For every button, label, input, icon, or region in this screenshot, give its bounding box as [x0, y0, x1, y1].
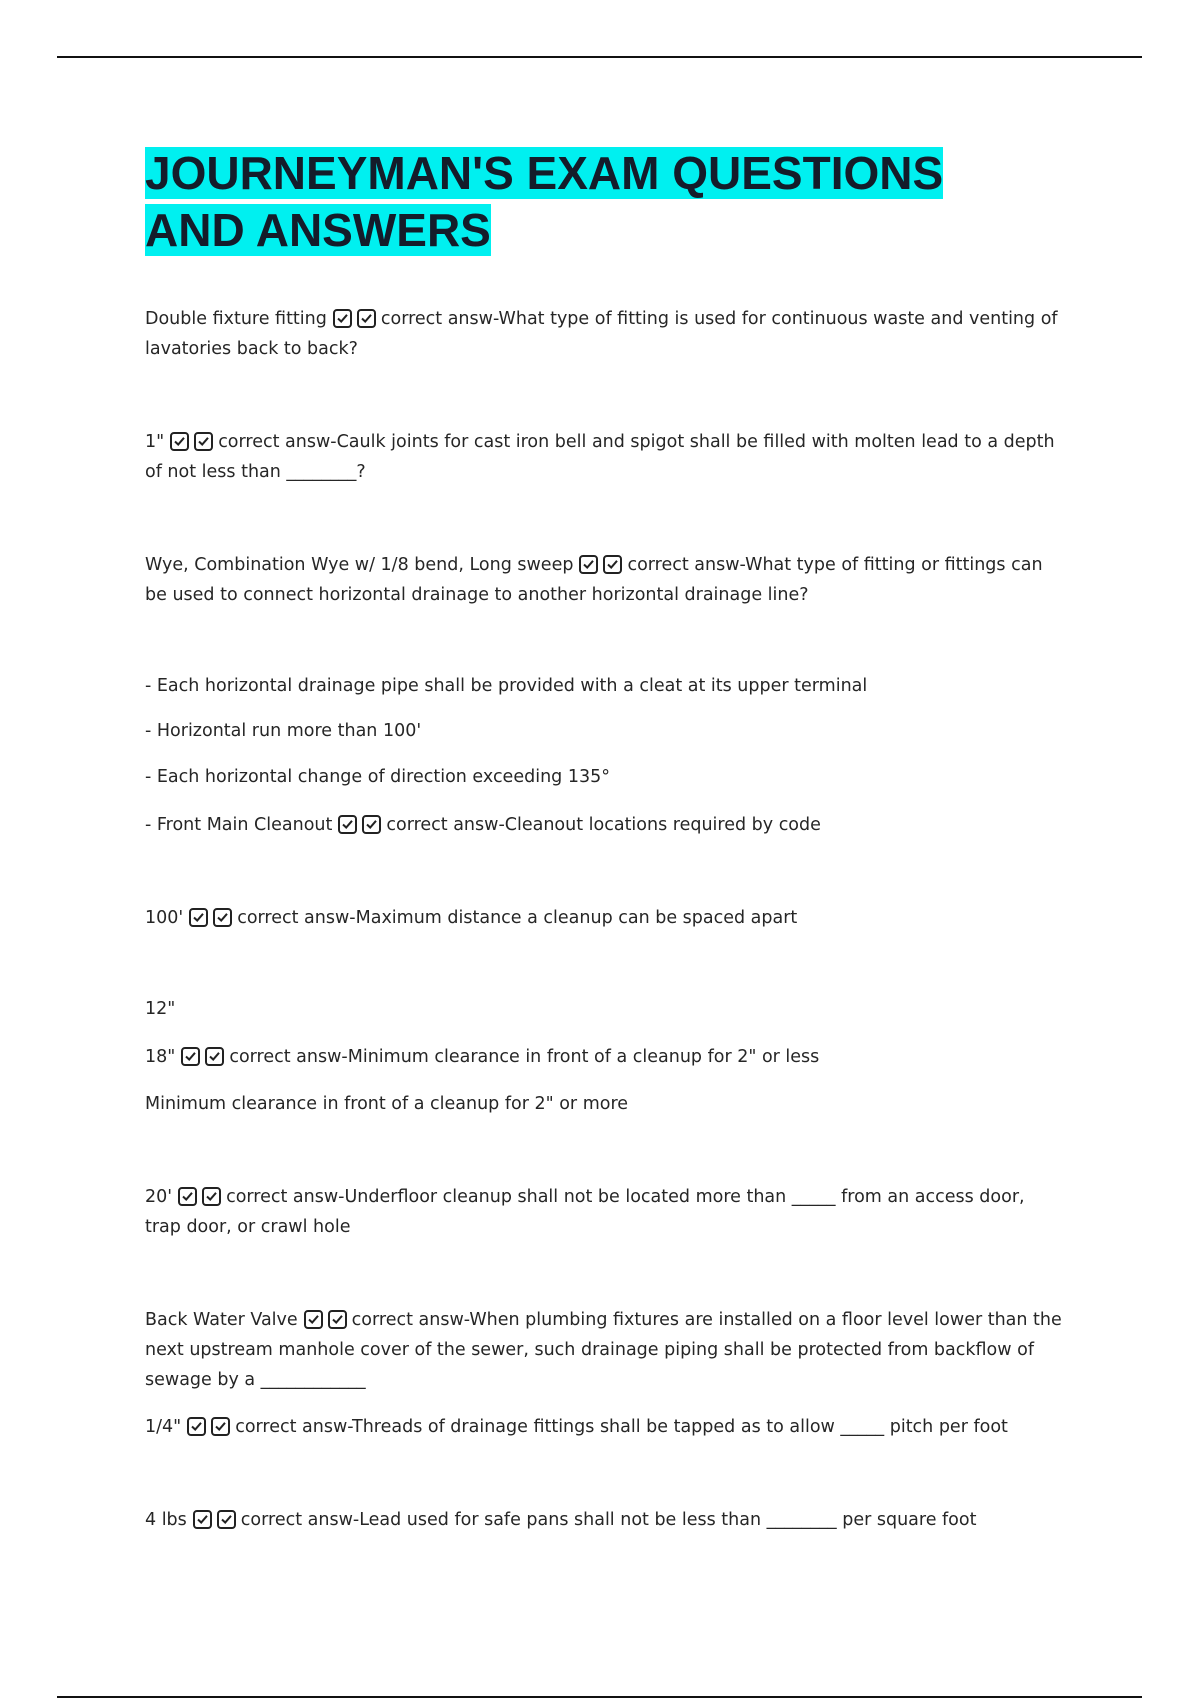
cleanout-line: - Each horizontal drainage pipe shall be provided with a cleat at its upper terminal	[145, 676, 868, 696]
cleanout-line: - Each horizontal change of direction exceeding 135°	[145, 767, 610, 787]
checkbox-icon	[357, 309, 376, 328]
question-text: correct answ-Cleanout locations required by code	[386, 815, 821, 835]
checkbox-icon	[187, 1417, 206, 1436]
qa-entry	[145, 427, 1065, 487]
answer-text: 1/4"	[145, 1417, 182, 1437]
qa-entry	[145, 1182, 1065, 1242]
checkbox-icon	[338, 815, 357, 834]
checkbox-icon	[194, 432, 213, 451]
checkbox-icon	[205, 1047, 224, 1066]
question-text: correct answ-Threads of drainage fittings shall be tapped as to allow _____ pitch per foot	[235, 1417, 1008, 1437]
answer-text: Wye, Combination Wye w/ 1/8 bend, Long sweep	[145, 555, 574, 575]
clearance-line: Minimum clearance in front of a cleanup for 2" or more	[145, 1094, 629, 1114]
checkbox-icon	[579, 555, 598, 574]
checkbox-icon	[189, 908, 208, 927]
question-text: correct answ-What type of fitting or fittings can be used to connect horizontal drainage to another horizontal drainage line?	[145, 555, 1043, 605]
cleanout-line: - Horizontal run more than 100'	[145, 721, 422, 741]
qa-entry	[145, 304, 1065, 364]
clearance-line: 12"	[145, 999, 176, 1019]
checkbox-icon	[202, 1187, 221, 1206]
answer-text: Back Water Valve	[145, 1310, 298, 1330]
question-text: correct answ-Minimum clearance in front of a cleanup for 2" or less	[229, 1047, 820, 1067]
question-text: correct answ-What type of fitting is used for continuous waste and venting of lavatories back to back?	[145, 309, 1058, 359]
question-text: correct answ-Caulk joints for cast iron bell and spigot shall be filled with molten lead to a depth of not less than ________?	[145, 432, 1055, 482]
bottom-rule	[57, 1696, 1142, 1698]
question-text: correct answ-Lead used for safe pans shall not be less than ________ per square foot	[240, 1510, 977, 1530]
top-rule	[57, 56, 1142, 58]
answer-text: 100'	[145, 908, 184, 928]
question-text: correct answ-When plumbing fixtures are installed on a floor level lower than the next upstream manhole cover of the sewer, such drainage piping shall be protected from backflow of sewage by a ____________	[145, 1310, 1062, 1390]
qa-entry	[145, 903, 1065, 933]
qa-entry	[145, 1305, 1065, 1395]
checkbox-icon	[170, 432, 189, 451]
answer-text: Double fixture fitting	[145, 309, 327, 329]
qa-entry	[145, 1412, 1065, 1442]
answer-text: 18"	[145, 1047, 176, 1067]
question-text: correct answ-Maximum distance a cleanup can be spaced apart	[237, 908, 798, 928]
checkbox-icon	[333, 309, 352, 328]
title-line-1: JOURNEYMAN'S EXAM QUESTIONS	[145, 147, 944, 199]
answer-text: - Front Main Cleanout	[145, 815, 333, 835]
page-title	[145, 145, 1145, 259]
question-text: correct answ-Underfloor cleanup shall not be located more than _____ from an access door, trap door, or crawl hole	[145, 1187, 1025, 1237]
qa-entry	[145, 550, 1065, 610]
title-line-2: AND ANSWERS	[145, 204, 491, 256]
checkbox-icon	[213, 908, 232, 927]
checkbox-icon	[178, 1187, 197, 1206]
checkbox-icon	[181, 1047, 200, 1066]
qa-entry	[145, 1042, 1065, 1072]
checkbox-icon	[211, 1417, 230, 1436]
qa-entry	[145, 1505, 1065, 1535]
checkbox-icon	[193, 1510, 212, 1529]
checkbox-icon	[362, 815, 381, 834]
checkbox-icon	[304, 1310, 323, 1329]
checkbox-icon	[217, 1510, 236, 1529]
checkbox-icon	[328, 1310, 347, 1329]
answer-text: 20'	[145, 1187, 173, 1207]
answer-text: 4 lbs	[145, 1510, 187, 1530]
qa-entry	[145, 810, 1065, 840]
answer-text: 1"	[145, 432, 165, 452]
checkbox-icon	[603, 555, 622, 574]
